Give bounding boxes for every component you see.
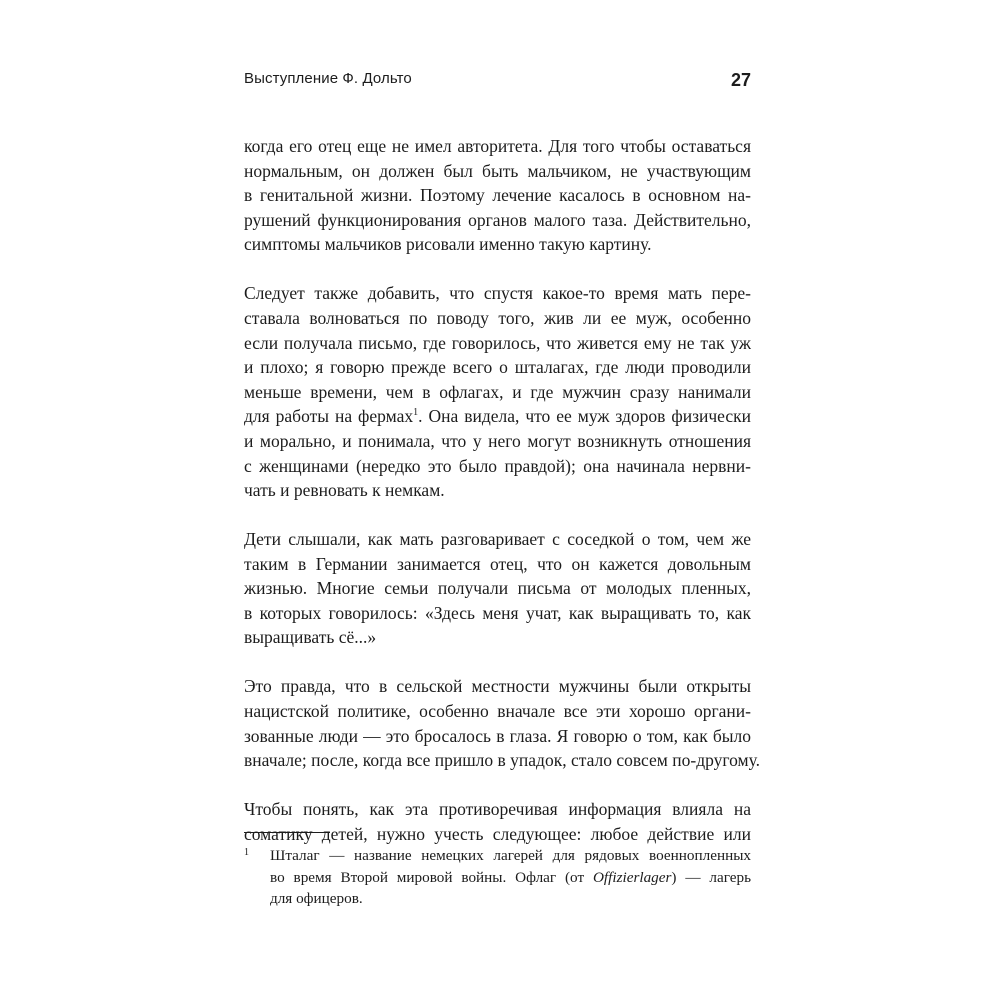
text-line: соматику детей, нужно учесть следующее: любое действие или bbox=[244, 823, 751, 844]
footnote-italic-term: Offizierlager bbox=[592, 868, 672, 886]
paragraph-3 bbox=[244, 527, 751, 650]
text-line: если получала письмо, где говорилось, что живется ему не так уж bbox=[244, 332, 751, 353]
text-line: таким в Германии занимается отец, что он кажется довольным bbox=[244, 553, 751, 574]
text-line: Чтобы понять, как эта противоречивая информация влияла на bbox=[244, 799, 751, 820]
footnote-mark: 1 bbox=[244, 847, 249, 858]
text-line: зованные люди — это бросалось в глаза. Я говорю о том, как было bbox=[244, 725, 751, 746]
line-tail: . Она видела, что ее муж здоров физически bbox=[418, 406, 751, 427]
text-line: Дети слышали, как мать разговаривает с соседкой о том, чем же bbox=[244, 529, 751, 550]
footnote bbox=[244, 845, 751, 910]
paragraph-5 bbox=[244, 797, 751, 846]
text-line: когда его отец еще не имел авторитета. Для того чтобы оставаться bbox=[244, 136, 751, 156]
text-line: Следует также добавить, что спустя какое-то время мать пере- bbox=[244, 283, 751, 304]
text-line: в генитальной жизни. Поэтому лечение касалось в основном на- bbox=[244, 185, 751, 206]
text-line: нацистской политике, особенно вначале все эти хорошо органи- bbox=[244, 701, 751, 722]
paragraph-4 bbox=[244, 674, 760, 772]
body-text bbox=[244, 134, 760, 871]
page-number: 27 bbox=[730, 70, 751, 90]
paragraph-2 bbox=[244, 281, 751, 502]
footnote-divider bbox=[244, 832, 330, 833]
footnote-reference[interactable]: 1 bbox=[413, 407, 419, 419]
footnote-text: ) — лагерь bbox=[671, 868, 751, 886]
text-line: и морально, и понимала, что у него могут возникнуть отношения bbox=[244, 430, 751, 451]
footnote-text: во время Второй мировой войны. Офлаг (от bbox=[270, 868, 593, 886]
running-title: Выступление Ф. Дольто bbox=[244, 70, 412, 87]
text-line: нормальным, он должен был быть мальчиком, не участвующим bbox=[244, 160, 751, 181]
line-head: для работы на фермах bbox=[244, 406, 414, 427]
text-line: вначале; после, когда все пришло в упадок, стало совсем по-другому. bbox=[244, 750, 760, 771]
text-line: выращивать сё...» bbox=[244, 627, 377, 648]
text-line: меньше времени, чем в офлагах, и где мужчин сразу нанимали bbox=[244, 381, 751, 402]
text-line: в которых говорилось: «Здесь меня учат, как выращивать то, как bbox=[244, 602, 751, 623]
text-line: Это правда, что в сельской местности мужчины были открыты bbox=[244, 676, 751, 697]
text-line: с женщинами (нередко это было правдой); она начинала нервни- bbox=[244, 455, 751, 476]
paragraph-1 bbox=[244, 134, 751, 257]
footnote-line bbox=[270, 867, 751, 889]
text-line: чать и ревновать к немкам. bbox=[244, 480, 445, 501]
footnote-body bbox=[270, 845, 751, 910]
text-line: и плохо; я говорю прежде всего о шталагах, где люди проводили bbox=[244, 357, 751, 378]
text-line-with-footnote-ref bbox=[244, 404, 751, 429]
text-line: рушений функционирования органов малого таза. Действительно, bbox=[244, 209, 751, 230]
text-line: симптомы мальчиков рисовали именно такую картину. bbox=[244, 234, 652, 255]
text-line: жизнью. Многие семьи получали письма от молодых пленных, bbox=[244, 578, 751, 599]
footnote-line: Шталаг — название немецких лагерей для рядовых военнопленных bbox=[270, 847, 751, 864]
footnote-line: для офицеров. bbox=[270, 890, 363, 907]
text-line: ставала волноваться по поводу того, жив ли ее муж, особенно bbox=[244, 307, 751, 328]
